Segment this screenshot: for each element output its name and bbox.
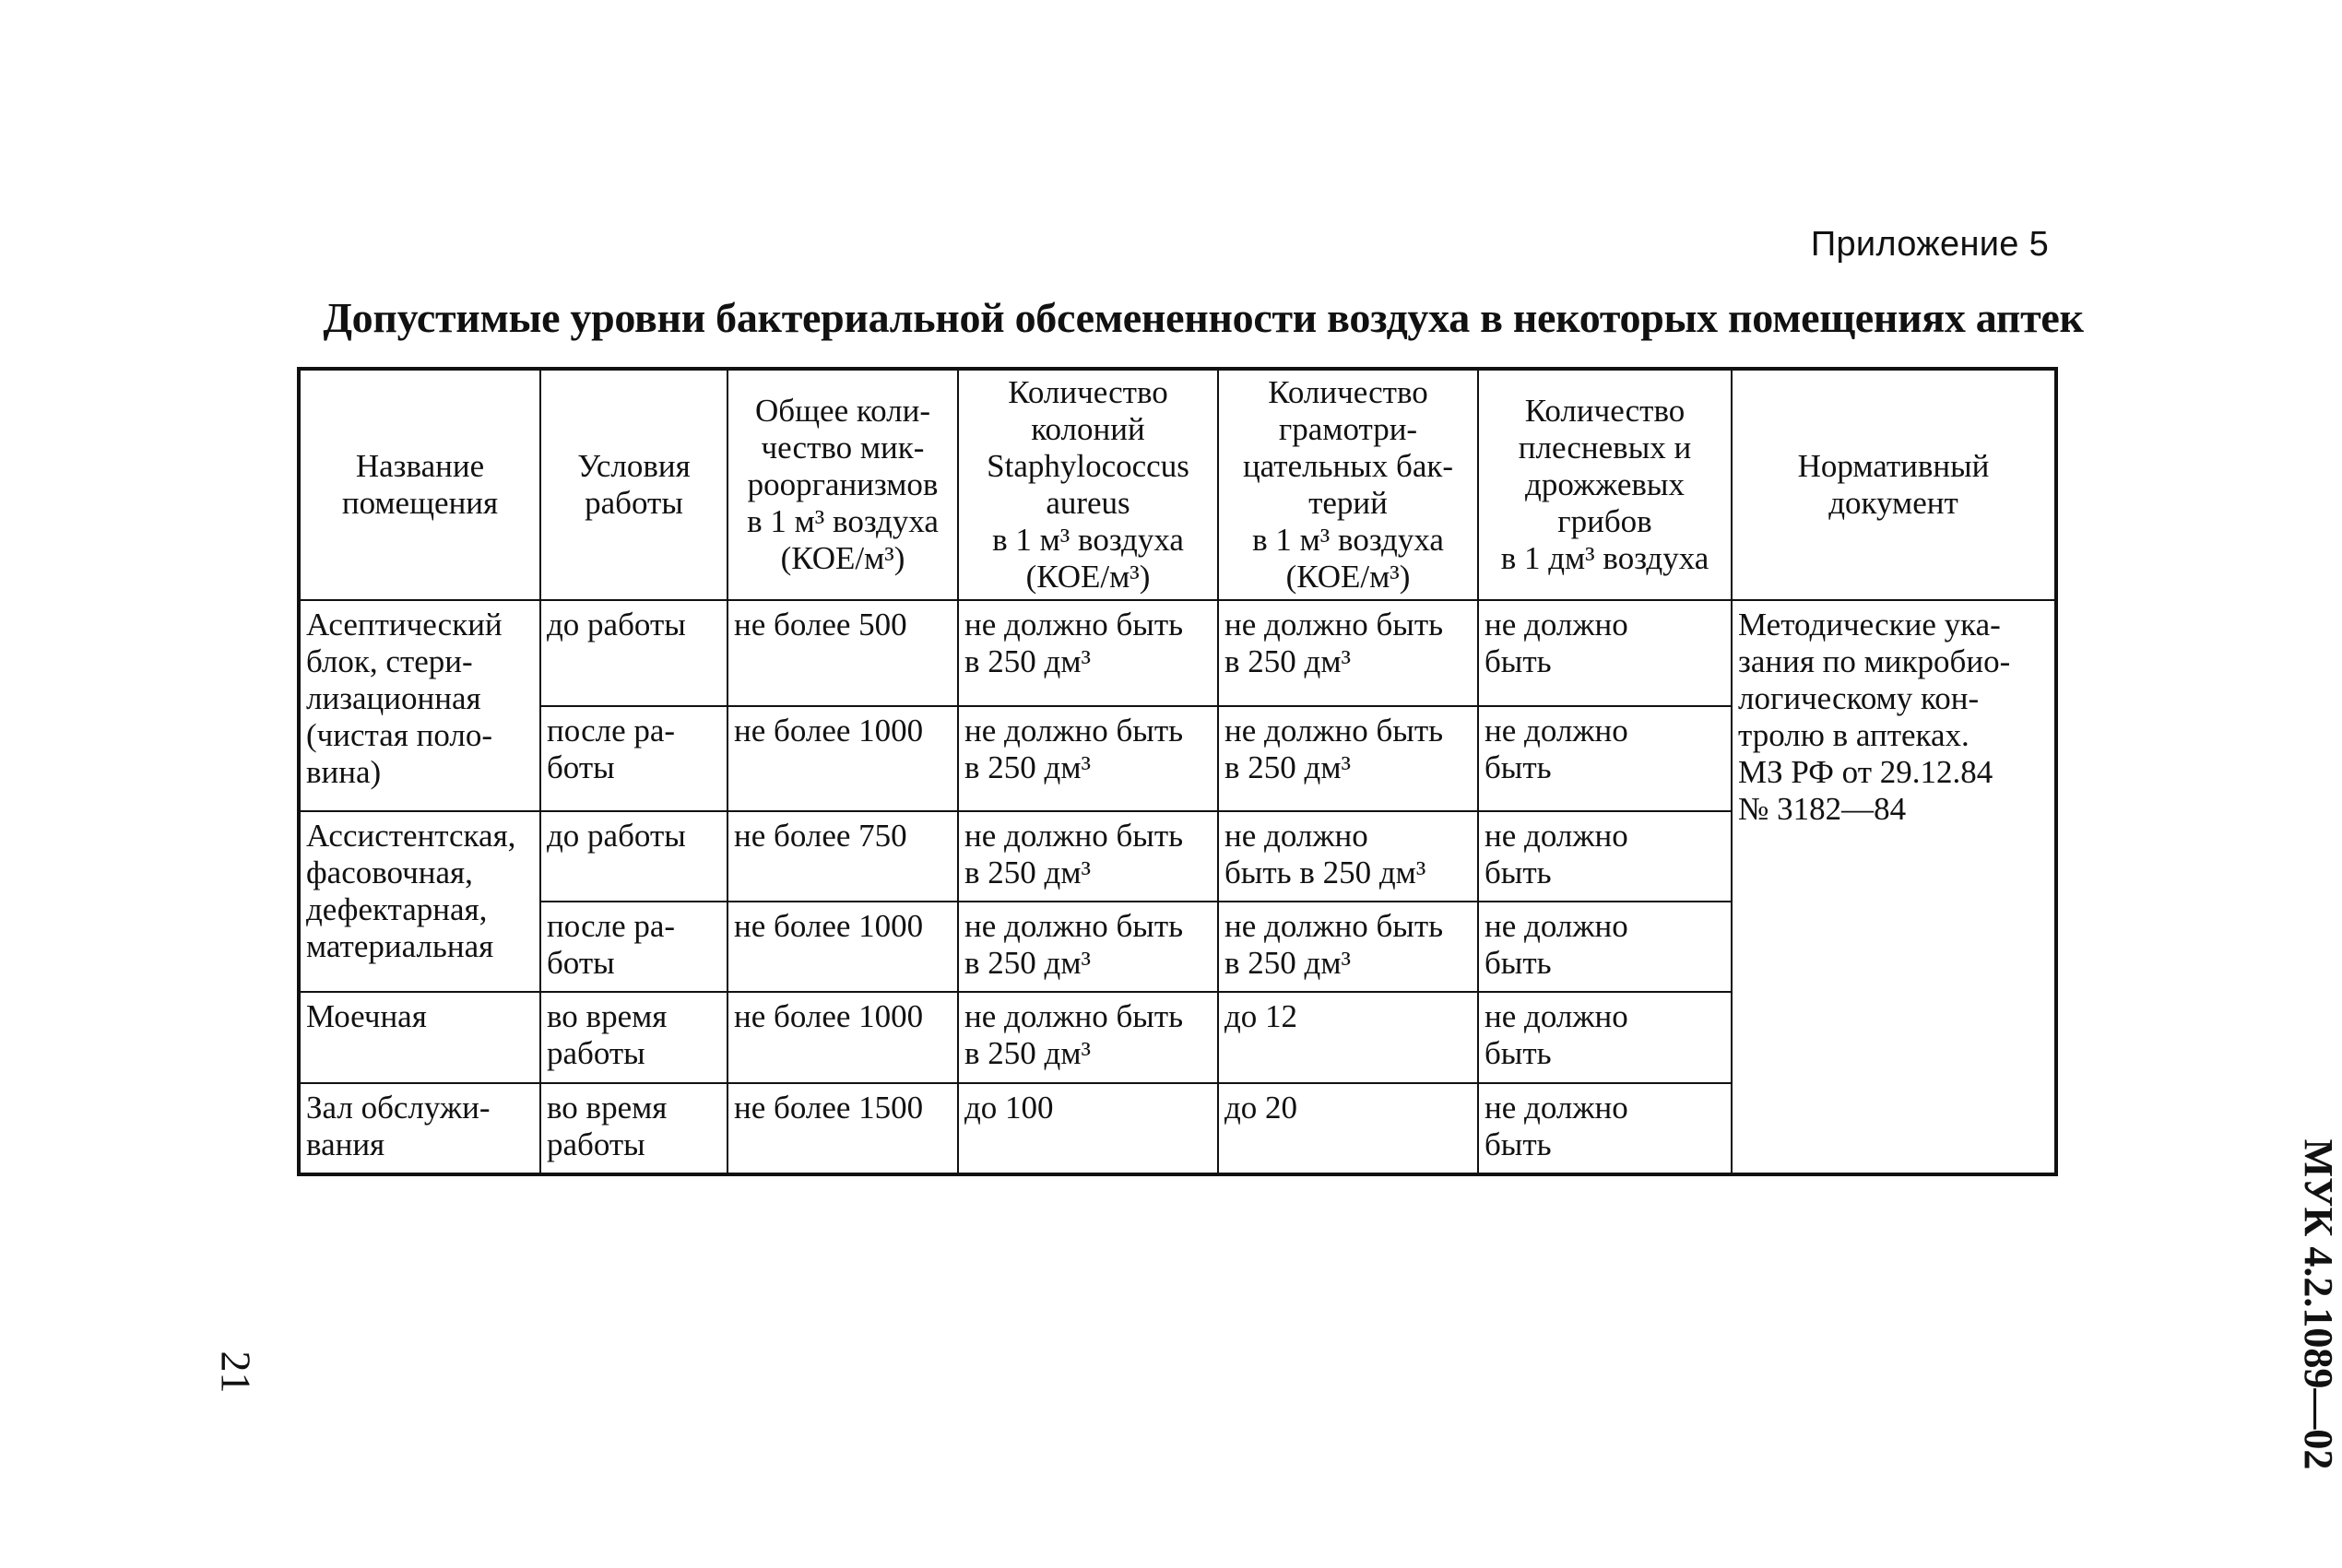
document-code: МУК 4.2.1089—02	[2296, 1138, 2341, 1470]
air-contamination-table	[297, 367, 2058, 1176]
header-work-conditions: Условия работы	[540, 369, 727, 600]
mold-yeast-cell: не должно быть	[1478, 706, 1732, 812]
header-normative-document: Нормативный документ	[1732, 369, 2056, 600]
table-row	[299, 600, 2056, 706]
gram-negative-cell: не должно быть в 250 дм³	[1218, 706, 1478, 812]
header-mold-yeast: Количество плесневых и дрожжевых грибов в 1 дм³ воздуха	[1478, 369, 1732, 600]
appendix-label: Приложение 5	[1810, 225, 2049, 264]
staphylococcus-cell: не должно быть в 250 дм³	[958, 706, 1218, 812]
condition-cell: после ра- боты	[540, 706, 727, 812]
total-cell: не более 1500	[727, 1083, 958, 1174]
page-number: 21	[212, 1350, 260, 1394]
header-gram-negative: Количество грамотри- цательных бак- терий в 1 м³ воздуха (КОЕ/м³)	[1218, 369, 1478, 600]
gram-negative-cell: до 12	[1218, 992, 1478, 1082]
gram-negative-cell: не должно быть в 250 дм³	[1218, 811, 1478, 902]
room-cell: Зал обслужи- вания	[299, 1083, 540, 1174]
gram-negative-cell: не должно быть в 250 дм³	[1218, 902, 1478, 992]
total-cell: не более 1000	[727, 992, 958, 1082]
mold-yeast-cell: не должно быть	[1478, 992, 1732, 1082]
mold-yeast-cell: не должно быть	[1478, 811, 1732, 902]
mold-yeast-cell: не должно быть	[1478, 902, 1732, 992]
mold-yeast-cell: не должно быть	[1478, 600, 1732, 706]
condition-cell: до работы	[540, 811, 727, 902]
condition-cell: во время работы	[540, 992, 727, 1082]
room-cell: Асептический блок, стери- лизационная (чистая поло- вина)	[299, 600, 540, 811]
header-room-name: Название помещения	[299, 369, 540, 600]
staphylococcus-cell: не должно быть в 250 дм³	[958, 811, 1218, 902]
total-cell: не более 1000	[727, 706, 958, 812]
header-total-microorganisms: Общее коли- чество мик- роорганизмов в 1 м³ воздуха (КОЕ/м³)	[727, 369, 958, 600]
normative-document-cell: Методические ука- зания по микробио- логическому кон- тролю в аптеках. МЗ РФ от 29.12.84 № 3182—84	[1732, 600, 2056, 1174]
total-cell: не более 1000	[727, 902, 958, 992]
table-header-row	[299, 369, 2056, 600]
total-cell: не более 500	[727, 600, 958, 706]
room-cell: Моечная	[299, 992, 540, 1082]
gram-negative-cell: не должно быть в 250 дм³	[1218, 600, 1478, 706]
condition-cell: во время работы	[540, 1083, 727, 1174]
condition-cell: до работы	[540, 600, 727, 706]
gram-negative-cell: до 20	[1218, 1083, 1478, 1174]
staphylococcus-cell: до 100	[958, 1083, 1218, 1174]
staphylococcus-cell: не должно быть в 250 дм³	[958, 992, 1218, 1082]
header-staphylococcus: Количество колоний Staphylococcus aureus в 1 м³ воздуха (КОЕ/м³)	[958, 369, 1218, 600]
room-cell: Ассистентская, фасовочная, дефектарная, материальная	[299, 811, 540, 992]
staphylococcus-cell: не должно быть в 250 дм³	[958, 600, 1218, 706]
document-title: Допустимые уровни бактериальной обсемененности воздуха в некоторых помещениях аптек	[323, 294, 2084, 341]
total-cell: не более 750	[727, 811, 958, 902]
staphylococcus-cell: не должно быть в 250 дм³	[958, 902, 1218, 992]
mold-yeast-cell: не должно быть	[1478, 1083, 1732, 1174]
condition-cell: после ра- боты	[540, 902, 727, 992]
